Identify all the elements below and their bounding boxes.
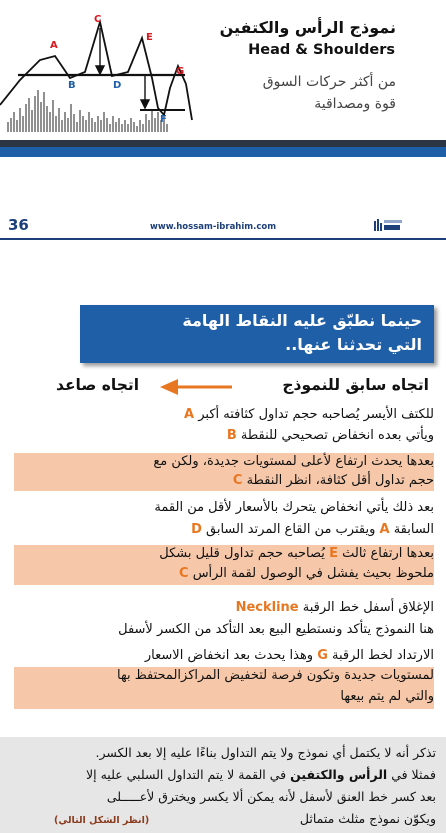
point-b-marker: B [226, 428, 237, 443]
point-g-marker: G [317, 648, 328, 663]
headline-line-1: حينما نطبّق عليه النقاط الهامة [182, 311, 422, 330]
p2-line-1: بعدها يحدث ارتفاع لأعلى لمستويات جديدة، ولكن مع [153, 454, 434, 469]
figure-reference: (انظر الشكل التالي) [54, 815, 150, 826]
header-title-arabic: نموذج الرأس والكتفين [219, 18, 396, 37]
p5-line-2: هنا النموذج يتأكد ونستطيع البيع بعد التأكد من الكسر لأسفل [118, 622, 434, 637]
p5-line-1 [236, 600, 434, 615]
neckline-keyword: Neckline [235, 600, 299, 615]
chart-label-a: A [50, 40, 58, 51]
p1-line-1 [184, 407, 434, 422]
p5-line-3-end: وهذا يحدث بعد انخفاض الاسعار [144, 648, 314, 663]
header-subtitle-2: قوة ومصداقية [314, 96, 396, 112]
p4-line-1-end: يُصاحبه حجم تداول قليل بشكل [159, 546, 325, 561]
p4-line-1-start: بعدها ارتفاع ثالث [342, 546, 434, 561]
point-e-marker: E [329, 546, 338, 561]
note-line-3: بعد كسر خط العنق لأسفل لأنه يمكن ألا يكسر ويخترق لأعـــــلى [106, 789, 436, 804]
p6-line-2: والتي لم يتم بيعها [340, 689, 434, 704]
p2-line-2-text: حجم تداول أقل كثافة، انظر النقطة [246, 473, 434, 488]
p3-line-2-start: السابقة [393, 522, 434, 537]
point-c-marker: C [232, 473, 243, 488]
chart-label-e: E [146, 32, 153, 43]
p4-line-2 [179, 566, 434, 581]
chart-label-d: D [113, 80, 122, 91]
head-and-shoulders-chart [0, 0, 200, 140]
note-line-2-start: فمثلا في [391, 767, 436, 782]
header-divider-dark [0, 140, 446, 147]
headline-box [80, 305, 434, 363]
brand-logo-icon [374, 218, 402, 232]
page-rule [0, 238, 446, 240]
note-line-2-end: في القمة لا يتم التداول السلبي عليه إلا [86, 767, 287, 782]
site-url: www.hossam-ibrahim.com [150, 222, 277, 232]
p1-line-1-text: للكتف الأيسر يُصاحبه حجم تداول كثافته أكبر [198, 407, 434, 422]
p4-line-1 [159, 546, 434, 561]
left-arrow-icon [160, 377, 232, 397]
p5-line-1-text: الإغلاق أسفل خط الرقبة [302, 600, 434, 615]
point-d-marker: D [191, 522, 202, 537]
up-trend-label: اتجاه صاعد [56, 376, 140, 394]
headline-line-2: التي تحدثنا عنها.. [285, 335, 422, 354]
p5-line-3 [145, 648, 434, 663]
p3-line-1: بعد ذلك يأتي انخفاض يتحرك بالأسعار لأقل من القمة [154, 500, 434, 515]
p3-line-2-end: ويقترب من القاع المرتد السابق [206, 522, 376, 537]
p6-line-1: لمستويات جديدة وتكون فرصة لتخفيض المراكزالمحتفظ بها [117, 668, 434, 683]
chart-label-c: C [94, 14, 102, 25]
p2-line-2 [233, 473, 434, 488]
p1-line-2 [227, 428, 434, 443]
note-line-2 [86, 767, 436, 782]
point-a-marker: A [184, 407, 195, 422]
point-c-ref-marker: C [179, 566, 189, 581]
chart-label-f: F [160, 114, 167, 125]
header-subtitle-1: من أكثر حركات السوق [262, 74, 396, 90]
chart-label-b: B [68, 80, 76, 91]
page-number: 36 [8, 216, 29, 234]
header-title-english: Head & Shoulders [248, 42, 395, 58]
note-line-4: ويكوّن نموذج مثلث متماثل [299, 811, 436, 826]
p1-line-2-text: ويأتي بعده انخفاض تصحيحي للنقطة [240, 428, 434, 443]
point-a-ref-marker: A [379, 522, 390, 537]
chart-label-g: G [176, 66, 185, 77]
header-divider-blue [0, 147, 446, 157]
p4-line-2-text: ملحوظ بحيث يفشل في الوصول لقمة الرأس [192, 566, 434, 581]
p5-line-3-start: الارتداد لخط الرقبة [332, 648, 434, 663]
p3-line-2 [191, 522, 434, 537]
note-line-1: تذكر أنه لا يكتمل أي نموذج ولا يتم التداول بناءًا عليه إلا بعد الكسر. [95, 745, 436, 760]
note-line-2-bold: الرأس والكتفين [290, 767, 388, 782]
prior-trend-label: اتجاه سابق للنموذج [282, 376, 429, 394]
